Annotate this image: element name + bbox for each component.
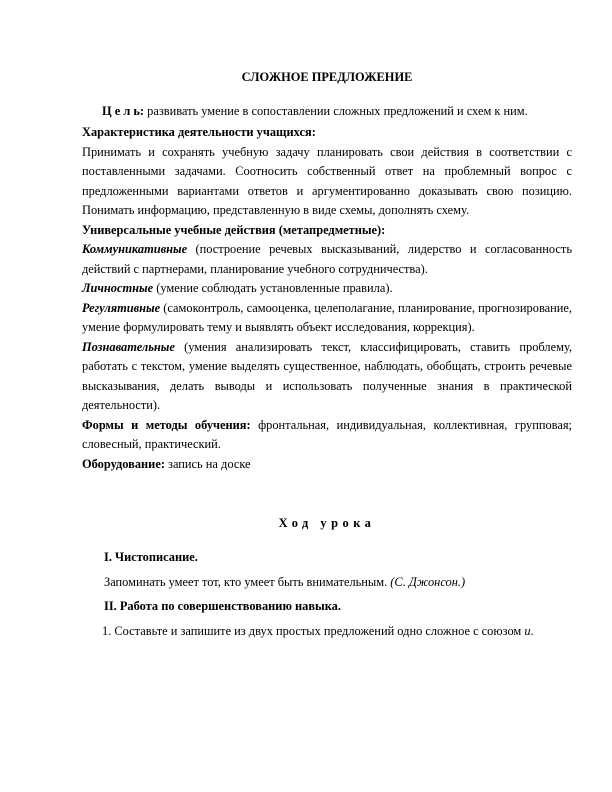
lesson-heading: Ход урока [278,516,376,530]
goal-paragraph [82,102,572,122]
goal-label: Ц е л ь: [102,103,145,118]
uud-item-text: (умение соблюдать установленные правила). [153,281,393,295]
equipment-label: Оборудование: [82,456,165,471]
uud-item-label: Коммуникативные [82,242,188,256]
equipment-text: запись на доске [164,456,251,471]
uud-item-text: (самоконтроль, самооценка, целеполагание, планирование, прогнозирование, умение формулировать тему и выявлять объект исследования, коррекция). [82,300,572,334]
uud-item-communicative [82,240,572,279]
uud-item-personal [82,279,572,299]
uud-item-cognitive [82,338,572,416]
activity-text: Принимать и сохранять учебную задачу планировать свои действия в соответствии с поставленными задачами. Соотносить собственный ответ на проблемный вопрос с предложенными вариантами ответов и аргументированно доказывать свою позицию. Понимать информацию, представленную в виде схемы, дополнять схему. [82,144,572,217]
document-page [82,68,572,642]
penmanship-phrase: Запоминать умеет тот, кто умеет быть внимательным. [104,575,388,589]
task-text: 1. Составьте и запишите из двух простых предложений одно сложное с союзом [102,624,525,638]
page-title: СЛОЖНОЕ ПРЕДЛОЖЕНИЕ [241,70,413,84]
uud-item-regulative [82,299,572,338]
quote-author: (С. Джонсон.) [387,575,466,589]
uud-heading: Универсальные учебные действия (метапредметные): [82,222,386,237]
task-conjunction: и [524,624,531,638]
task-end: . [530,624,534,638]
uud-item-label: Личностные [82,281,154,295]
goal-text: развивать умение в сопоставлении сложных предложений и схем к ним. [144,103,528,118]
uud-item-text: (построение речевых высказываний, лидерство и согласованность действий с партнерами, планирование учебного сотрудничества). [82,242,572,276]
methods-paragraph [82,416,572,455]
uud-item-text: (умения анализировать текст, классифицировать, ставить проблему, работать с текстом, умение выделять существенное, наблюдать, обобщать, строить речевые высказывания, делать выводы и использовать полученные знания в практической деятельности). [82,339,572,412]
section-2-task [82,622,572,642]
methods-label: Формы и методы обучения: [82,417,251,432]
section-1-title: I. Чистописание. [104,549,198,564]
methods-text: фронтальная, индивидуальная, коллективная, групповая; словесный, практический. [82,417,572,451]
section-2-title: II. Работа по совершенствованию навыка. [104,598,341,613]
equipment-paragraph [82,455,572,475]
section-1-text [82,573,572,593]
uud-item-label: Регулятивные [82,300,161,315]
activity-heading: Характеристика деятельности учащихся: [82,125,316,139]
uud-item-label: Познавательные [82,339,175,354]
